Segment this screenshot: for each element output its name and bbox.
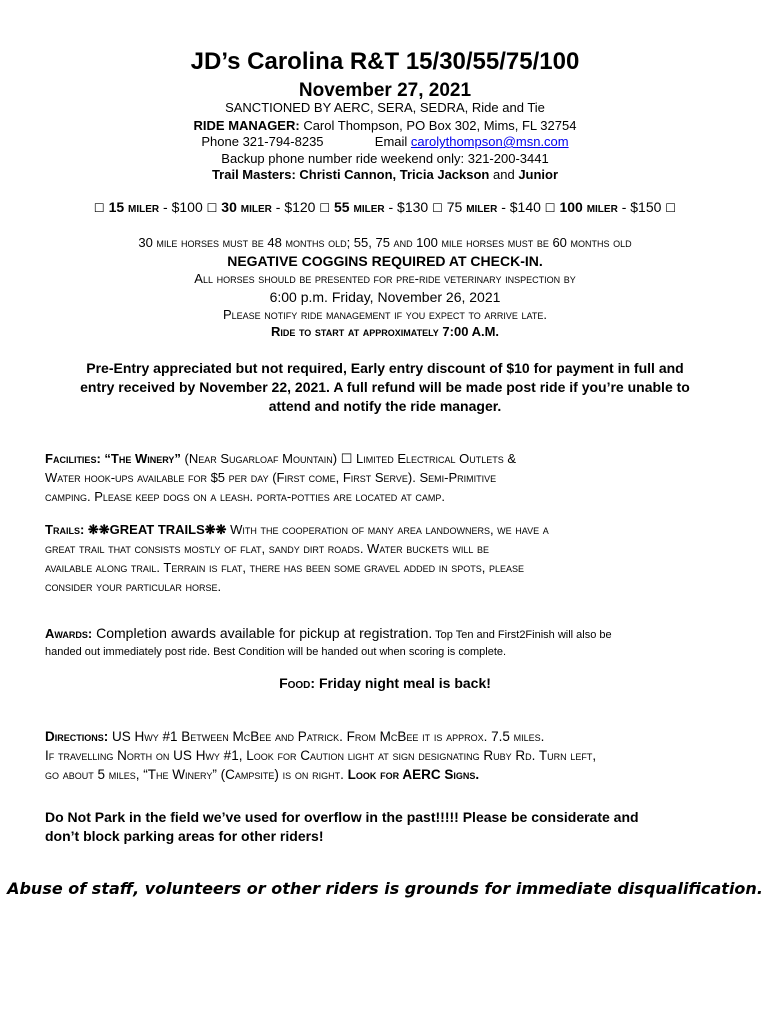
checkbox-icon[interactable]: ☐ — [319, 201, 331, 215]
ride-manager-label: RIDE MANAGER: — [193, 118, 300, 133]
trails-section: Trails: ❋❋GREAT TRAILS❋❋ With the cooperation of many area landowners, we have a great trail that consists mostly of flat, sandy dirt roads. Water buckets will be available along trail. Terrain is flat, there has been some gravel added in spots, please consider your particular horse. — [45, 522, 549, 594]
ride-manager-line — [0, 118, 770, 133]
trails-label: Trails: ❋❋GREAT TRAILS❋❋ — [45, 522, 227, 537]
trail-masters-names: Trail Masters: Christi Cannon, Tricia Jackson — [211, 167, 490, 182]
directions-section: Directions: US Hwy #1 Between McBee and Patrick. From McBee it is approx. 7.5 miles. If travelling North on US Hwy #1, Look for Caution light at sign designating Ruby Rd. Turn left, go about 5 miles, “The Winery” (Campsite) is on right. Look for AERC Signs. — [45, 729, 597, 782]
checkbox-icon[interactable]: ☐ — [432, 201, 443, 215]
sanctioned-line: SANCTIONED BY AERC, SERA, SEDRA, Ride and Tie — [225, 100, 545, 115]
awards-label: Awards: — [45, 626, 93, 641]
checkbox-icon[interactable]: ☐ — [544, 201, 556, 215]
ride-start-time: Ride to start at approximately 7:00 A.M. — [270, 324, 500, 339]
vet-inspection-line: All horses should be presented for pre-ride veterinary inspection by — [194, 271, 576, 286]
facilities-label: Facilities: “The Winery” — [45, 451, 181, 466]
facilities-section: Facilities: “The Winery” (Near Sugarloaf Mountain) ☐ Limited Electrical Outlets & Water hook-ups available for $5 per day (First come, First Serve). Semi-Primitive camping. Please keep dogs on a leash. porta-potties are located at camp. — [45, 451, 517, 504]
entry-option-30[interactable]: ☐ 30 miler - $120 — [206, 199, 320, 215]
trail-masters-last: Junior — [518, 167, 559, 182]
checkbox-icon[interactable]: ☐ — [206, 201, 218, 215]
checkbox-icon[interactable]: ☐ — [93, 201, 105, 215]
entry-option-55[interactable]: ☐ 55 miler - $130 — [319, 199, 433, 215]
ride-manager-value: Carol Thompson, PO Box 302, Mims, FL 32754 — [299, 118, 577, 133]
awards-section: Awards: Completion awards available for pickup at registration. Top Ten and First2Finish will also be handed out immediately post ride. Best Condition will be handed out when scoring is complete. — [45, 625, 612, 658]
checkbox-icon[interactable]: ☐ — [665, 201, 677, 215]
coggins-requirement: NEGATIVE COGGINS REQUIRED AT CHECK-IN. — [227, 253, 543, 269]
directions-label: Directions: — [45, 729, 109, 744]
entry-option-15[interactable]: ☐ 15 miler - $100 — [93, 199, 207, 215]
page-title: JD’s Carolina R&T 15/30/55/75/100 — [190, 48, 580, 75]
backup-phone-line: Backup phone number ride weekend only: 321-200-3441 — [221, 151, 549, 166]
trail-masters-line — [0, 167, 770, 182]
entry-options — [0, 199, 770, 215]
event-date: November 27, 2021 — [298, 80, 472, 101]
email-label: Email — [374, 134, 411, 149]
vet-inspection-time: 6:00 p.m. Friday, November 26, 2021 — [269, 289, 501, 305]
food-section: Food: Friday night meal is back! — [279, 675, 491, 691]
entry-option-75[interactable]: ☐ 75 miler - $140 — [432, 199, 545, 215]
arrive-late-notice: Please notify ride management if you expect to arrive late. — [222, 307, 547, 322]
entry-option-100[interactable]: ☐ 100 miler - $150 ☐ — [544, 199, 677, 215]
food-label: Food: — [279, 675, 316, 691]
pre-entry-notice: Pre-Entry appreciated but not required, Early entry discount of $10 for payment in full and entry received by November 22, 2021. A full refund will be made post ride if you’re unable to attend and notify the ride manager. — [80, 360, 690, 414]
disqualification-warning: Abuse of staff, volunteers or other riders is grounds for immediate disqualification. — [7, 879, 763, 898]
parking-notice: Do Not Park in the field we’ve used for overflow in the past!!!!! Please be considerate and don’t block parking areas for other riders! — [45, 809, 639, 844]
trail-masters-and: and — [489, 167, 519, 182]
email-link[interactable]: carolythompson@msn.com — [410, 134, 569, 149]
contact-line — [0, 134, 770, 149]
phone-number: Phone 321-794-8235 — [201, 134, 324, 149]
horse-age-requirement: 30 mile horses must be 48 months old; 55, 75 and 100 mile horses must be 60 months old — [138, 235, 632, 250]
